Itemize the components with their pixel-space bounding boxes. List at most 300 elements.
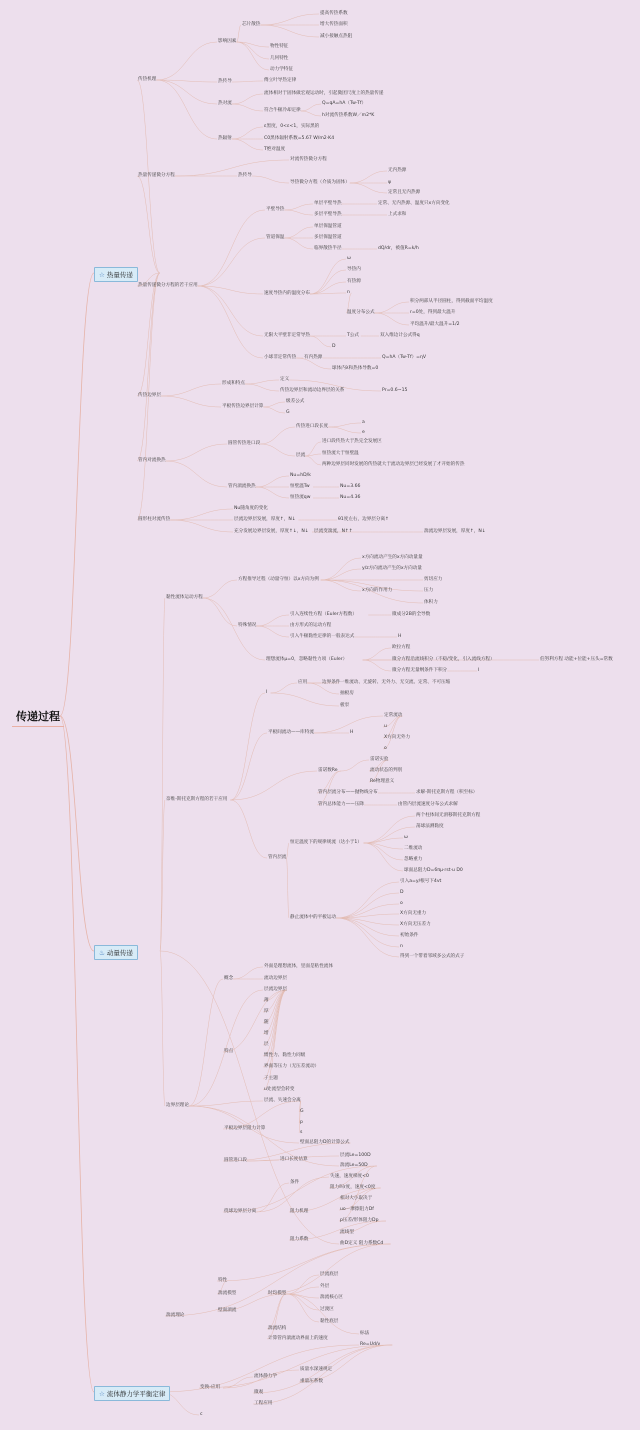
topic-node[interactable]: 层 (264, 1042, 269, 1047)
topic-node[interactable]: 压力 (424, 588, 434, 593)
topic-node[interactable]: 多层保温管道 (314, 235, 342, 240)
topic-node[interactable]: 微成分2B的全导数 (392, 612, 431, 617)
connector (336, 918, 399, 936)
topic-node[interactable]: 失速，速度梯度<0 (330, 1174, 369, 1179)
topic-node[interactable]: 热量传递微分方程 (138, 173, 175, 178)
topic-node[interactable]: 一维流动、无旋转、无外力、无交流、定常、不可压缩 (340, 680, 451, 685)
connector (198, 286, 263, 294)
topic-node[interactable]: T绝对温度 (264, 147, 286, 152)
root-node-transfer-process[interactable]: 传递过程 (12, 706, 64, 727)
connector (230, 733, 267, 800)
topic-node[interactable]: 黏性流体运动方程 (166, 595, 203, 600)
connector (223, 1101, 301, 1129)
connector (310, 270, 346, 294)
topic-node[interactable]: 应用 (298, 680, 308, 685)
connector (170, 509, 233, 520)
connector (350, 171, 387, 183)
connector (175, 160, 289, 176)
topic-node[interactable]: r=0处，得到最大温升 (410, 310, 456, 315)
connector (256, 487, 289, 498)
connector (305, 456, 321, 465)
topic-node[interactable]: 阻力叫r度，速度<0度 (330, 1185, 376, 1190)
topic-node[interactable]: 小球非定常传热 (264, 355, 297, 360)
connector (252, 176, 289, 183)
topic-node[interactable]: 计算管内湍流动界面上的速度 (268, 1336, 328, 1341)
topic-node[interactable]: 层流Le=100D (340, 1153, 371, 1158)
connector (336, 918, 399, 947)
topic-node[interactable]: 恒壁温Tw (290, 484, 310, 489)
topic-node[interactable]: X方向无重力 (400, 911, 427, 916)
topic-node[interactable]: 求解-斯托克斯方程（积至标） (416, 790, 478, 795)
connector (286, 858, 289, 918)
topic-node[interactable]: 恒热流qw (290, 495, 311, 500)
topic-node[interactable]: 平均温升/最大温升=1/2 (410, 322, 460, 327)
topic-node[interactable]: 过渡区 (320, 1307, 334, 1312)
topic-node[interactable]: I (266, 690, 268, 695)
topic-node[interactable]: 层流变湍流，N↑↑ (314, 529, 353, 534)
connector (317, 771, 341, 805)
topic-node[interactable]: p压差/形体阻力Dp (340, 1218, 379, 1223)
topic-node[interactable]: 层流、失速会分离 (264, 1098, 301, 1103)
topic-node[interactable]: 体积力 (424, 600, 438, 605)
topic-node[interactable]: 湍流边界层发展，厚度↑，N↓ (424, 529, 486, 534)
topic-node[interactable]: 微分方程沿流线积分（不稳/变化，引入流线方程） (392, 657, 495, 662)
topic-node[interactable]: 抽板房 (340, 691, 354, 696)
topic-node[interactable]: 外面是理想流体，里面是粘性流体 (264, 964, 333, 969)
topic-node[interactable]: 界面等压力（无压差流动） (264, 1064, 320, 1069)
connector (321, 569, 361, 580)
connector (260, 14, 319, 25)
topic-node[interactable]: 双入维边计公式得q (380, 333, 420, 338)
topic-node[interactable]: 球面总阻力D=6πμ·rst·u D0 (404, 868, 463, 873)
topic-node[interactable]: 传热边界层和流动边界层的关系 (280, 388, 345, 393)
connector (160, 951, 165, 1106)
connector (286, 843, 289, 858)
topic-node[interactable]: T公式 (347, 333, 359, 338)
topic-node[interactable]: 伯努利方程 动能+位能+压头=常数 (540, 657, 613, 662)
connector (236, 42, 269, 70)
topic-node[interactable]: 工程应用 (254, 1401, 273, 1406)
topic-node[interactable]: 动力学特征 (270, 67, 293, 72)
topic-node[interactable]: 单层平壁导热 (314, 201, 342, 206)
topic-node[interactable]: x方向的作用力 (362, 588, 393, 593)
topic-node[interactable]: 壁面总阻力D的计算公式 (300, 1140, 350, 1145)
connector (156, 42, 217, 80)
topic-node[interactable]: n (347, 290, 350, 295)
connector (321, 558, 361, 580)
topic-node[interactable]: Re物理意义 (370, 779, 395, 784)
connector (230, 693, 265, 800)
topic-node[interactable]: 阻力机理 (290, 1209, 309, 1214)
connector (284, 227, 313, 238)
branch-node-2[interactable] (94, 945, 138, 960)
connector (350, 183, 387, 193)
topic-node[interactable]: 得到一个带着邻域多公式的式子 (400, 954, 465, 959)
topic-node[interactable]: 球体内λ和热体导数=0 (332, 366, 379, 371)
topic-node[interactable]: 两种边界层同时发展的传热就大于流动边界层已经发展了才开始的传热 (322, 462, 465, 467)
connector (233, 967, 263, 979)
topic-node[interactable]: 物性特征 (270, 44, 289, 49)
topic-node[interactable]: s (300, 1130, 303, 1135)
topic-node[interactable]: c (200, 1412, 203, 1417)
topic-node[interactable]: 定常流动 (384, 713, 403, 718)
connector (375, 302, 409, 313)
connector (189, 1106, 339, 1166)
topic-node[interactable]: 壁面湍流 (218, 1308, 237, 1313)
topic-node[interactable]: 概念 (224, 976, 234, 981)
topic-node[interactable]: 静止流体中的平板运动 (290, 915, 336, 920)
topic-node[interactable]: 惯性力、黏性力同级 (264, 1053, 306, 1058)
connector (232, 81, 263, 82)
connector (236, 25, 241, 42)
topic-node[interactable]: p (300, 1120, 303, 1125)
topic-node[interactable]: 导热内 (347, 267, 361, 272)
topic-node[interactable]: 湍流理论 (166, 1313, 185, 1318)
connector (166, 461, 227, 487)
topic-node[interactable]: 板泵 (340, 703, 350, 708)
topic-node[interactable]: 随 (264, 1020, 269, 1025)
topic-node[interactable]: 薄 (264, 998, 269, 1003)
connector (245, 384, 279, 391)
connector (286, 1294, 319, 1322)
topic-node[interactable]: h对流传热系数W／m2*K (322, 113, 375, 118)
fire-icon: ♨ (99, 949, 105, 957)
connector (166, 444, 227, 461)
topic-node[interactable]: 管内层流 (268, 855, 287, 860)
topic-node[interactable]: 几何特性 (270, 56, 289, 61)
topic-node[interactable]: 有热源 (347, 279, 361, 284)
connector (198, 286, 263, 358)
topic-node[interactable]: 由方形式的运动方程 (290, 623, 332, 628)
connector (156, 80, 217, 104)
connector (284, 204, 313, 210)
topic-node[interactable]: 积分两部从半径圆柱，得到截面平均温度 (410, 299, 493, 304)
topic-node[interactable]: 形成和特点 (222, 381, 245, 386)
connector (301, 104, 321, 111)
topic-node[interactable]: 曲D定义 阻力系数Cd (340, 1241, 384, 1246)
topic-node[interactable]: X方向无压差力 (400, 922, 431, 927)
connector (256, 615, 289, 626)
connector (161, 384, 221, 396)
topic-node[interactable]: 平壁导热 (266, 207, 285, 212)
connector (363, 648, 391, 660)
topic-node[interactable]: Q=hA（Tw-Tf）=ηV (382, 355, 427, 360)
topic-node[interactable]: 增大传热面积 (320, 22, 348, 27)
topic-node[interactable]: 传热进口段长度 (296, 424, 329, 429)
topic-node[interactable]: dQ/dr，被值R=k/h (378, 246, 419, 251)
topic-node[interactable]: 平板间流动——库特流 (268, 730, 314, 735)
topic-node[interactable]: 级差公式 (286, 399, 305, 404)
connector (286, 1275, 319, 1294)
topic-node[interactable]: 无内热源 (388, 168, 407, 173)
connector (256, 626, 289, 637)
topic-node[interactable]: 层流底层 (320, 1272, 339, 1277)
topic-node[interactable]: C0黑体辐射系数=5.67 W/m2·K4 (264, 136, 335, 141)
topic-node[interactable]: x方向流动产生的x方向动量量 (362, 555, 423, 560)
connector (189, 1106, 299, 1143)
topic-node[interactable]: 重量压系数 (300, 1379, 323, 1384)
topic-node[interactable]: a (362, 420, 365, 425)
connector (170, 520, 233, 532)
topic-node[interactable]: n (400, 944, 403, 949)
topic-node[interactable]: 单层保温管道 (314, 224, 342, 229)
topic-node[interactable]: ψ (388, 180, 392, 185)
topic-node[interactable]: 管内对流换热 (138, 458, 166, 463)
topic-node[interactable]: 层流边界层发展，厚度↑，N↓ (234, 517, 296, 522)
topic-node[interactable]: 引入牛顿黏性定律的一般表达式 (290, 634, 355, 639)
topic-node[interactable]: 湍流核心区 (320, 1295, 343, 1300)
topic-node[interactable]: 平板传热边界层计算 (222, 404, 264, 409)
connector (203, 598, 237, 626)
connector (230, 800, 267, 858)
connector (137, 273, 160, 461)
topic-node[interactable]: 湍流Le=50D (340, 1163, 368, 1168)
topic-node[interactable]: 变换-应用 (200, 1385, 221, 1390)
topic-node[interactable]: 温度分布公式 (347, 310, 375, 315)
topic-node[interactable]: Nu=hD/k (290, 473, 311, 478)
topic-node[interactable]: 充分发展边界层发展，厚度↑↓，N↓ (234, 529, 309, 534)
topic-node[interactable]: 时均模型 (268, 1291, 287, 1296)
connector (60, 716, 94, 951)
connector (232, 94, 263, 104)
branch-node-3[interactable] (94, 1386, 170, 1401)
topic-node[interactable]: 忽略重力 (404, 857, 423, 862)
topic-node[interactable]: o (384, 746, 387, 751)
topic-node[interactable]: 奈维-斯托克斯方程的若干应用 (166, 797, 228, 802)
topic-node[interactable]: 平板边界层阻力计算 (224, 1126, 266, 1131)
topic-node[interactable]: 傅立叶导热定律 (264, 78, 297, 83)
topic-node[interactable]: 传热边界层 (138, 393, 161, 398)
topic-node[interactable]: 上式求和 (388, 212, 407, 217)
connector (284, 210, 313, 215)
topic-node[interactable]: 微观 (254, 1390, 264, 1395)
topic-node[interactable]: 增 (264, 1031, 269, 1036)
topic-node[interactable]: 黏性底层 (320, 1319, 339, 1324)
topic-node[interactable]: D (400, 890, 404, 895)
topic-node[interactable]: Pr=0.6~15 (382, 388, 408, 393)
connector (232, 139, 263, 150)
topic-node[interactable]: Nu=3.66 (340, 484, 361, 489)
connector (299, 1345, 392, 1382)
topic-node[interactable]: 湍流模型 (218, 1291, 237, 1296)
topic-node[interactable]: 热辐射 (218, 136, 232, 141)
connector (189, 990, 263, 1106)
connector (328, 427, 361, 433)
topic-node[interactable]: 雷诺实验 (370, 757, 389, 762)
topic-node[interactable]: 对流传热微分方程 (290, 157, 327, 162)
topic-node[interactable]: 进口段传热大于热完全发展区 (322, 439, 382, 444)
topic-node[interactable]: 层流边界层 (264, 987, 287, 992)
topic-node[interactable]: D (332, 344, 336, 349)
connector (383, 716, 402, 749)
connector (156, 80, 217, 139)
topic-node[interactable]: H (350, 730, 354, 735)
topic-node[interactable]: u处流型会转变 (264, 1087, 295, 1092)
topic-node[interactable]: 热传导 (218, 79, 232, 84)
topic-node[interactable]: X方向无外力 (384, 735, 411, 740)
topic-node[interactable]: 速度导热内的温度分布 (264, 291, 310, 296)
topic-node[interactable]: θ1度左右，边界层分离↑ (338, 517, 389, 522)
topic-node[interactable]: 特点 (224, 1049, 234, 1054)
topic-node[interactable]: 热量传递微分方程的若干应用 (138, 283, 198, 288)
topic-node[interactable]: u (384, 724, 387, 729)
topic-node[interactable]: 有内热源 (304, 355, 323, 360)
topic-node[interactable]: Nu随角度的变化 (234, 506, 268, 511)
topic-node[interactable]: 相对大小取决于 (340, 1196, 373, 1201)
topic-node[interactable]: 绕球边界层分离 (224, 1209, 257, 1214)
topic-node[interactable]: 符合牛顿冷却定律 (264, 108, 301, 113)
topic-node[interactable]: 阻力系数 (290, 1237, 309, 1242)
topic-node[interactable]: Q=qA=hA（Tw-Tf） (322, 101, 367, 106)
topic-node[interactable]: 特殊情况 (238, 623, 257, 628)
topic-node[interactable]: 影响因素 (218, 39, 237, 44)
topic-node[interactable]: I (478, 668, 480, 673)
topic-node[interactable]: 边界条件 (322, 680, 341, 685)
connector (260, 444, 295, 456)
topic-node[interactable]: 质量水深速规定 (300, 1367, 333, 1372)
topic-node[interactable]: 两个柱体间无滑移斯托克斯方程 (416, 813, 481, 818)
connector (189, 979, 223, 1106)
connector (364, 843, 403, 871)
topic-node[interactable]: 圆形柱对流传热 (138, 517, 171, 522)
topic-node[interactable]: 定常且无内热源 (388, 190, 421, 195)
connector (263, 407, 285, 413)
connector (267, 1294, 286, 1329)
topic-node[interactable]: 剪切应力 (424, 577, 443, 582)
topic-node[interactable]: 恒定温度下的规律规流（达小于1） (290, 840, 362, 845)
star-outline-icon: ☆ (99, 271, 105, 279)
topic-node[interactable]: 导热微分方程（介质为固体） (290, 180, 350, 185)
topic-node[interactable]: 进口长度估算 (280, 1157, 308, 1162)
connector (232, 104, 263, 111)
connector (301, 111, 321, 116)
topic-node[interactable]: 雷诺数Re (318, 768, 338, 773)
topic-node[interactable]: Re=Ud/ν (360, 1342, 381, 1347)
branch-label: 动量传递 (106, 949, 133, 957)
topic-node[interactable]: 条件 (290, 1180, 300, 1185)
branch-label: 热量传递 (106, 271, 133, 279)
topic-node[interactable]: o (400, 901, 403, 906)
connector (160, 598, 165, 951)
connector (260, 427, 295, 444)
topic-node[interactable]: 湍流结构 (268, 1326, 287, 1331)
connector (256, 476, 289, 487)
connector (137, 273, 160, 396)
topic-node[interactable]: 流动状态的判别 (370, 768, 403, 773)
connector (161, 396, 221, 407)
topic-node[interactable]: 圆管进口段 (224, 1158, 247, 1163)
connector (165, 1244, 391, 1316)
topic-node[interactable]: 定义 (280, 377, 290, 382)
topic-node[interactable]: 管内层流分布——抛物线分布 (318, 790, 378, 795)
topic-node[interactable]: 引入连续性方程（Euler方程数） (290, 612, 357, 617)
topic-node[interactable]: 热对流 (218, 101, 232, 106)
topic-node[interactable]: 理想流体μ=0，忽略黏性力项（Euler） (266, 657, 348, 662)
connector (203, 598, 265, 660)
topic-node[interactable]: 欧拉方程 (392, 645, 411, 650)
topic-node[interactable]: 热传导 (238, 173, 252, 178)
topic-node[interactable]: 流线型 (340, 1230, 354, 1235)
connector (310, 336, 331, 347)
connector (328, 423, 361, 427)
topic-node[interactable]: ω (347, 256, 351, 261)
topic-node[interactable]: 传热机理 (138, 77, 157, 82)
connector (263, 402, 285, 407)
connector (217, 1244, 391, 1281)
topic-node[interactable]: 圆管传热进口段 (228, 441, 261, 446)
star-outline-icon: ☆ (99, 1390, 105, 1398)
topic-node[interactable]: 由管内层流速度分布公式求解 (398, 802, 458, 807)
topic-node[interactable]: 边界层理论 (166, 1103, 189, 1108)
topic-node[interactable]: 初始条件 (400, 933, 419, 938)
connector (263, 990, 287, 1090)
connector (198, 238, 265, 286)
topic-node[interactable]: 管内湍流换热 (228, 484, 256, 489)
topic-node[interactable]: 多层平壁导热 (314, 212, 342, 217)
connector (284, 238, 313, 249)
topic-node[interactable]: 流体相对于固体做宏观运动时，引起微团尺度上的热量传递 (264, 91, 384, 96)
connector (160, 951, 339, 1244)
topic-node[interactable]: 流体静力学 (254, 1374, 277, 1379)
topic-node[interactable]: 管内总体能力——压降 (318, 802, 364, 807)
connector (260, 25, 319, 37)
branch-node-1[interactable] (94, 267, 138, 282)
connector (336, 882, 399, 918)
topic-node[interactable]: e (362, 430, 365, 435)
topic-node[interactable]: ω (404, 835, 408, 840)
topic-node[interactable]: 微分方程无量纲条件下积分 (392, 668, 448, 673)
connector (341, 760, 369, 771)
topic-node[interactable]: 管道保温 (266, 235, 285, 240)
connector (267, 1294, 286, 1339)
topic-node[interactable]: 方程推导过程（动量守恒）以x方向为例 (238, 577, 319, 582)
topic-node[interactable]: ε黑度，0<ε<1，实际黑的 (264, 124, 320, 129)
topic-node[interactable]: 二维流动 (404, 846, 423, 851)
connector (363, 660, 391, 671)
connector (336, 918, 399, 957)
connector (314, 716, 383, 733)
connector (203, 580, 237, 598)
connector (137, 176, 160, 273)
connector (375, 313, 409, 325)
topic-node[interactable]: 无限大平壁非定常导热 (264, 333, 310, 338)
topic-node[interactable]: 子主题 (264, 1076, 278, 1081)
topic-node[interactable]: 定常、无内热源、温度只x方向变化 (378, 201, 450, 206)
topic-node[interactable]: G (286, 410, 290, 415)
topic-node[interactable]: G (300, 1109, 304, 1114)
connector (256, 1183, 289, 1212)
topic-node[interactable]: uo－摩擦阻力Df (340, 1207, 374, 1212)
topic-node[interactable]: 外层 (320, 1284, 330, 1289)
connector (286, 1287, 319, 1294)
topic-node[interactable]: 减小接触点热阻 (320, 34, 353, 39)
topic-node[interactable]: 提高传热系数 (320, 11, 348, 16)
topic-node[interactable]: 恒热流大于恒壁温 (322, 451, 359, 456)
topic-node[interactable]: Nu=4.36 (340, 495, 361, 500)
topic-node[interactable]: 层流 (296, 453, 306, 458)
topic-node[interactable]: 荡球法测黏度 (416, 824, 444, 829)
connector (310, 282, 346, 294)
topic-node[interactable]: 流动边界层 (264, 976, 287, 981)
topic-node[interactable]: 标法 (360, 1331, 370, 1336)
topic-node[interactable]: y/z方向流动产生的x方向动量 (362, 566, 422, 571)
topic-node[interactable]: 特性 (218, 1278, 228, 1283)
topic-node[interactable]: H (398, 634, 402, 639)
topic-node[interactable]: 临界散热半径 (314, 246, 342, 251)
topic-node[interactable]: 引入a=y/根号下4vt (400, 879, 442, 884)
topic-node[interactable]: 芯片散热 (242, 22, 261, 27)
topic-node[interactable]: 厚 (264, 1009, 269, 1014)
